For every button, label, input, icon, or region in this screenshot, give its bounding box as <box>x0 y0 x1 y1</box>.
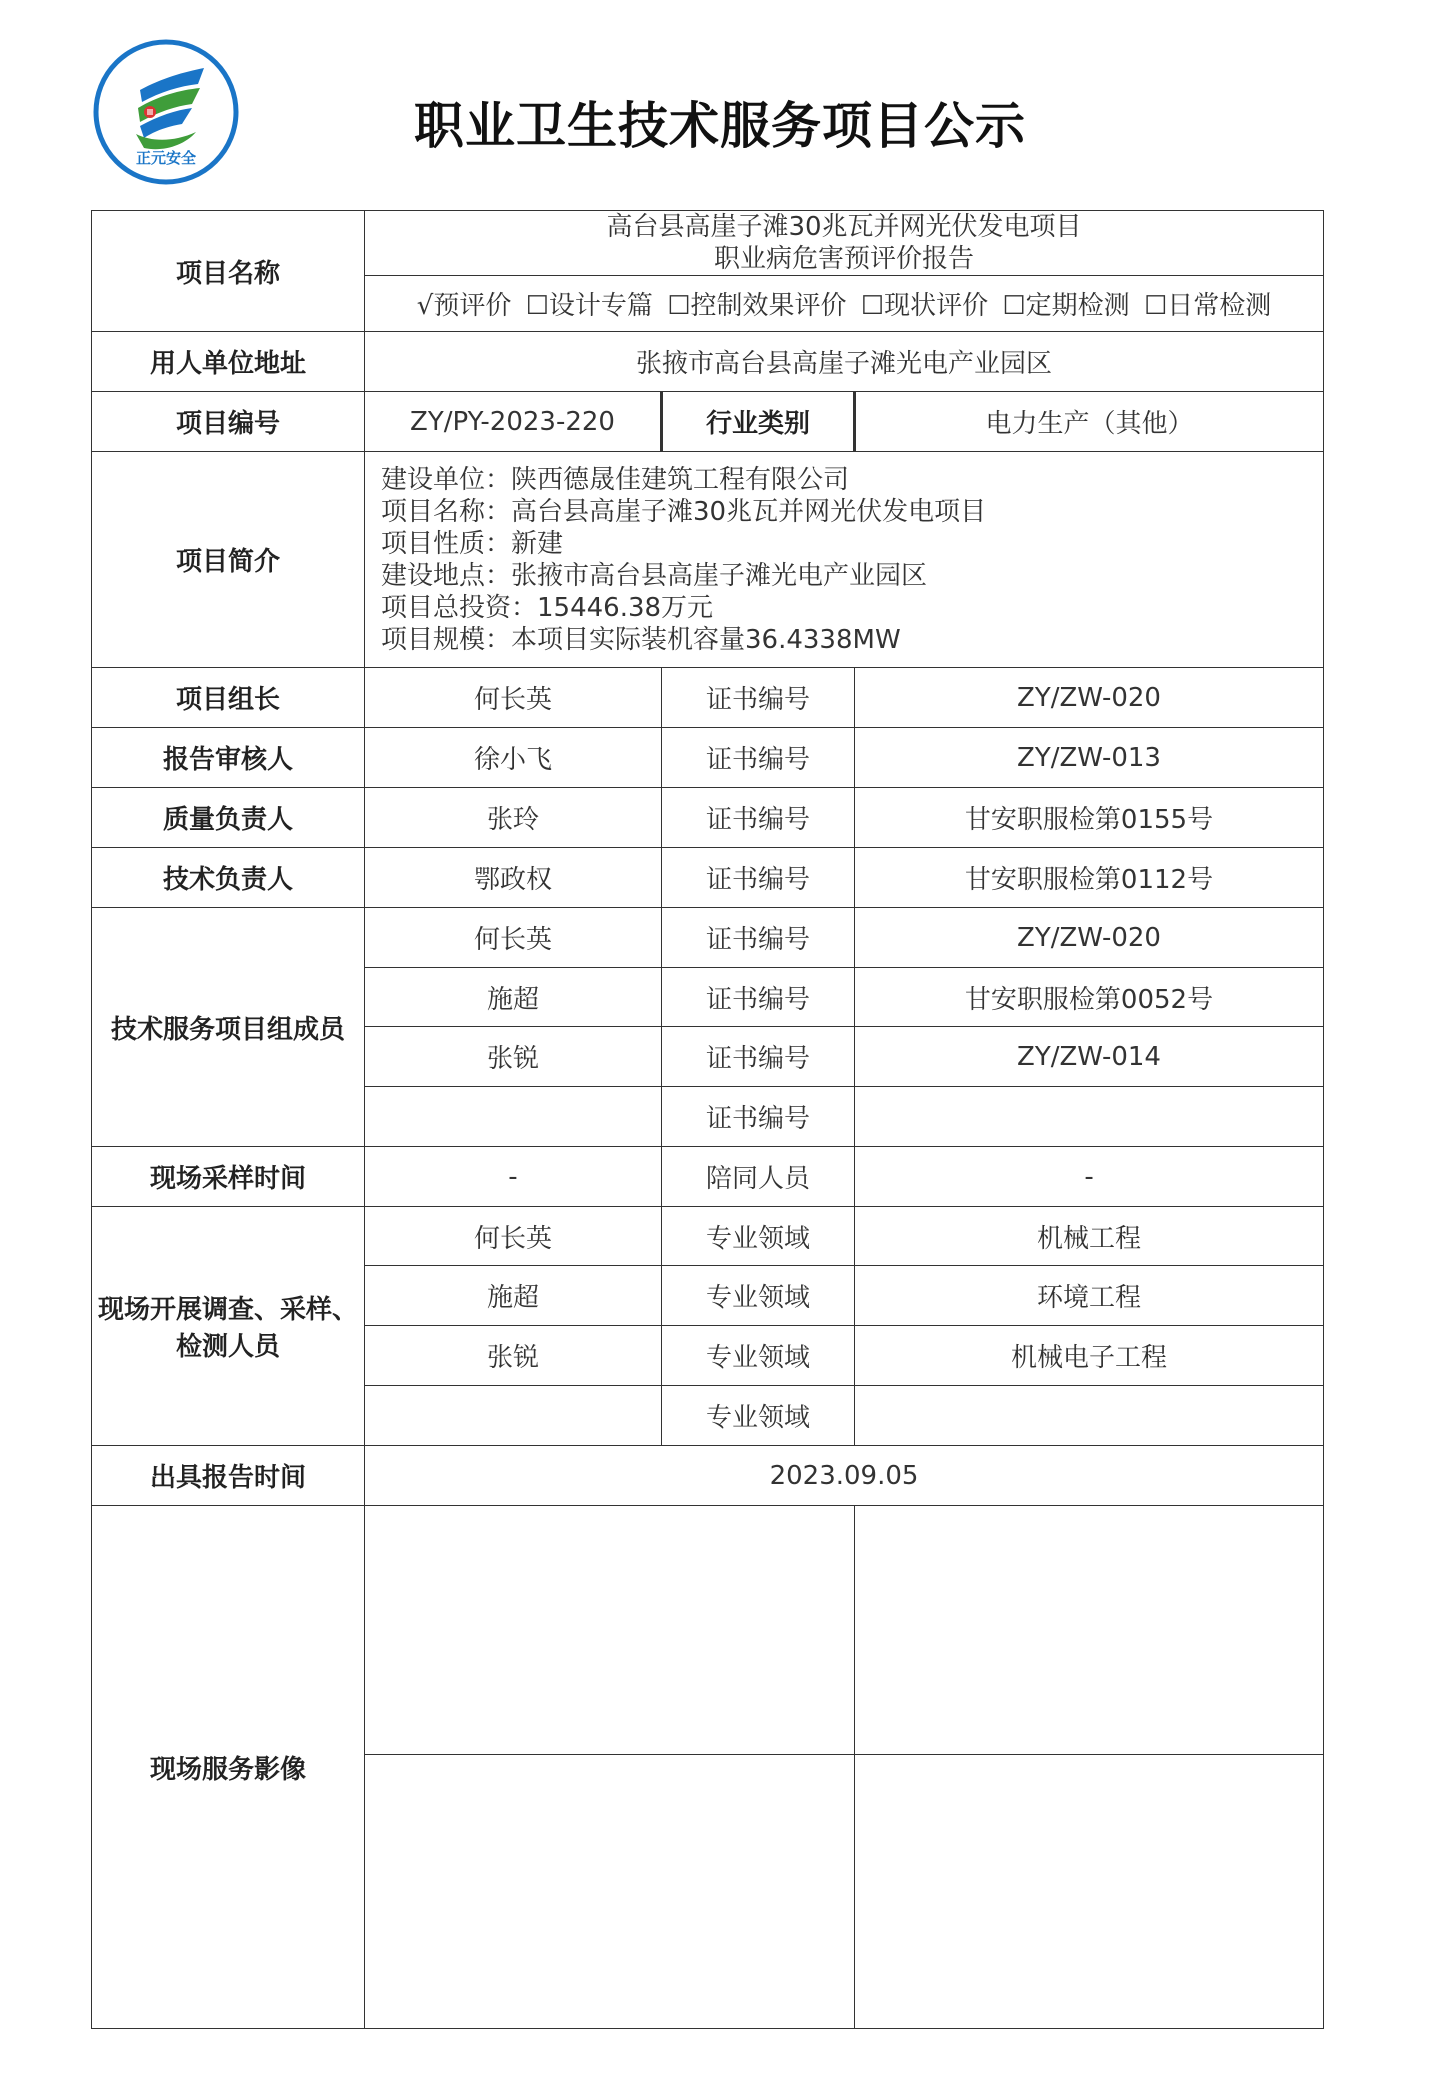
industry-label: 行业类别 <box>662 392 855 452</box>
cert-number: 甘安职服检第0155号 <box>855 788 1324 848</box>
sampling-time-value: - <box>365 1147 662 1207</box>
cert-label: 证书编号 <box>662 1027 855 1087</box>
accompany-value: - <box>855 1147 1324 1207</box>
project-code-value: ZY/PY-2023-220 <box>365 392 662 452</box>
field-label: 专业领域 <box>662 1386 855 1446</box>
cert-label: 证书编号 <box>662 728 855 788</box>
accompany-label: 陪同人员 <box>662 1147 855 1207</box>
address-label: 用人单位地址 <box>92 332 365 392</box>
staff-role: 质量负责人 <box>92 788 365 848</box>
field-label: 专业领域 <box>662 1207 855 1266</box>
cert-label: 证书编号 <box>662 848 855 908</box>
page-title: 职业卫生技术服务项目公示 <box>414 97 1026 155</box>
intro-line: 项目性质：新建 <box>381 528 564 559</box>
sampling-time-label: 现场采样时间 <box>92 1147 365 1207</box>
type-control-effect[interactable]: ☐控制效果评价 <box>667 291 847 321</box>
type-periodic[interactable]: ☐定期检测 <box>1002 291 1130 321</box>
site-images-label: 现场服务影像 <box>92 1506 365 2029</box>
intro-line: 项目名称：高台县高崖子滩30兆瓦并网光伏发电项目 <box>381 496 987 527</box>
field-staff-label <box>92 1207 365 1446</box>
staff-name: 何长英 <box>365 668 662 728</box>
intro-line: 建设地点：张掖市高台县高崖子滩光电产业园区 <box>381 560 928 591</box>
staff-row-reviewer <box>92 728 1324 788</box>
logo-text: 正元安全 <box>135 149 197 167</box>
staff-row-quality <box>92 788 1324 848</box>
image-slot <box>855 1506 1324 1755</box>
field-staff-name <box>365 1386 662 1446</box>
staff-row-technical <box>92 848 1324 908</box>
project-name-line1: 高台县高崖子滩30兆瓦并网光伏发电项目 <box>606 212 1082 242</box>
type-status[interactable]: ☐现状评价 <box>860 291 989 321</box>
project-code-label: 项目编号 <box>92 392 365 452</box>
field-value <box>855 1386 1324 1446</box>
type-pre-evaluation[interactable]: √预评价 <box>416 291 512 321</box>
evaluation-type-row <box>365 276 1324 332</box>
field-staff-label-line1: 现场开展调查、采样、 <box>97 1295 358 1325</box>
report-date-value: 2023.09.05 <box>365 1446 1324 1506</box>
cert-label: 证书编号 <box>662 668 855 728</box>
cert-label: 证书编号 <box>662 1087 855 1147</box>
cert-label: 证书编号 <box>662 908 855 968</box>
industry-value: 电力生产（其他） <box>855 392 1324 452</box>
intro-line: 建设单位：陕西德晟佳建筑工程有限公司 <box>381 464 850 495</box>
cert-number: ZY/ZW-013 <box>855 728 1324 788</box>
staff-name: 张玲 <box>365 788 662 848</box>
cert-label: 证书编号 <box>662 788 855 848</box>
members-label: 技术服务项目组成员 <box>92 908 365 1147</box>
staff-name: 鄂政权 <box>365 848 662 908</box>
member-name: 施超 <box>365 968 662 1027</box>
staff-role: 技术负责人 <box>92 848 365 908</box>
cert-number: ZY/ZW-020 <box>855 668 1324 728</box>
cert-number: ZY/ZW-014 <box>855 1027 1324 1087</box>
field-staff-name: 何长英 <box>365 1207 662 1266</box>
publicity-form <box>91 210 1324 2029</box>
cert-number <box>855 1087 1324 1147</box>
staff-row-leader <box>92 668 1324 728</box>
staff-role: 报告审核人 <box>92 728 365 788</box>
field-value: 机械电子工程 <box>855 1326 1324 1386</box>
staff-role: 项目组长 <box>92 668 365 728</box>
project-name-label: 项目名称 <box>92 211 365 332</box>
image-slot <box>365 1755 855 2029</box>
project-name-cell <box>365 211 1324 276</box>
field-staff-name: 施超 <box>365 1266 662 1326</box>
cert-label: 证书编号 <box>662 968 855 1027</box>
member-name: 张锐 <box>365 1027 662 1087</box>
field-value: 环境工程 <box>855 1266 1324 1326</box>
staff-name: 徐小飞 <box>365 728 662 788</box>
member-name: 何长英 <box>365 908 662 968</box>
field-label: 专业领域 <box>662 1326 855 1386</box>
cert-number: ZY/ZW-020 <box>855 908 1324 968</box>
field-staff-name: 张锐 <box>365 1326 662 1386</box>
field-value: 机械工程 <box>855 1207 1324 1266</box>
intro-label: 项目简介 <box>92 452 365 668</box>
intro-line: 项目总投资：15446.38万元 <box>381 592 714 623</box>
project-name-line2: 职业病危害预评价报告 <box>714 244 975 274</box>
image-slot <box>365 1506 855 1755</box>
field-staff-label-line2: 检测人员 <box>175 1332 280 1362</box>
type-design[interactable]: ☐设计专篇 <box>525 291 653 321</box>
address-value: 张掖市高台县高崖子滩光电产业园区 <box>365 332 1324 392</box>
intro-line: 项目规模：本项目实际装机容量36.4338MW <box>381 624 901 655</box>
image-slot <box>855 1755 1324 2029</box>
field-label: 专业领域 <box>662 1266 855 1326</box>
type-daily[interactable]: ☐日常检测 <box>1143 291 1272 321</box>
intro-content <box>365 452 1324 668</box>
member-name <box>365 1087 662 1147</box>
cert-number: 甘安职服检第0112号 <box>855 848 1324 908</box>
cert-number: 甘安职服检第0052号 <box>855 968 1324 1027</box>
report-date-label: 出具报告时间 <box>92 1446 365 1506</box>
